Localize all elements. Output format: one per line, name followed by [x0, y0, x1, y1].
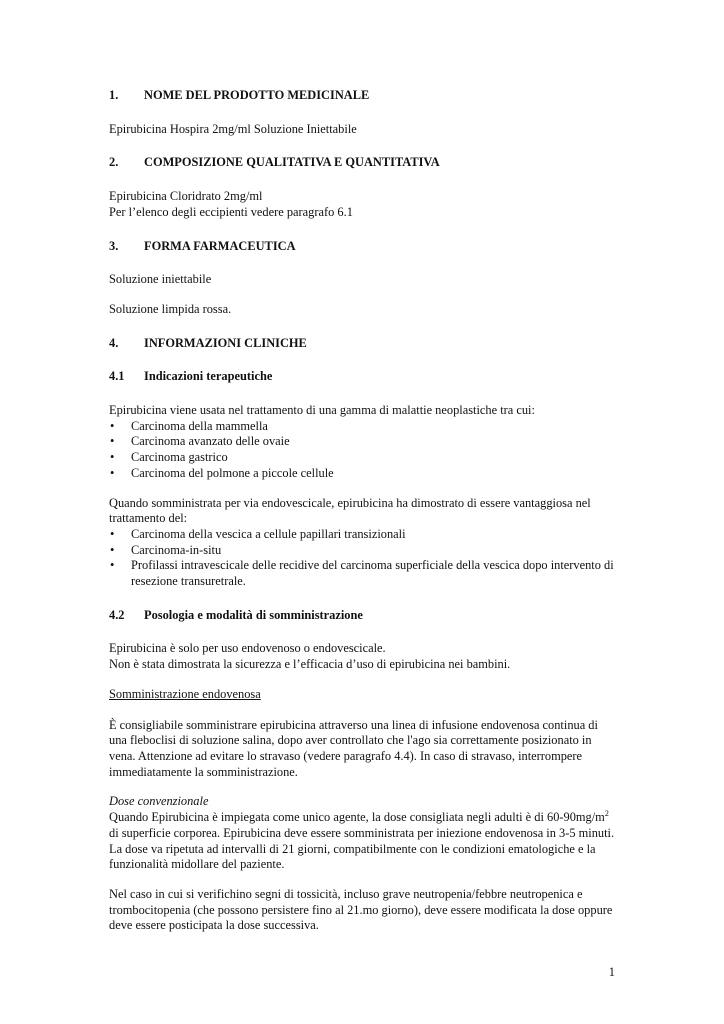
section-number: 3.	[109, 238, 119, 253]
product-name: Epirubicina Hospira 2mg/ml Soluzione Iniettabile	[109, 121, 357, 136]
section-title: Indicazioni terapeutiche	[144, 369, 273, 384]
dose-superscript: 2	[604, 808, 609, 818]
section-4-1-heading	[109, 369, 617, 385]
list-item: • Carcinoma della mammella	[109, 419, 617, 435]
section-3-heading	[109, 239, 617, 255]
section-number: 2.	[109, 155, 119, 170]
subheading-conventional-dose: Dose convenzionale	[109, 794, 209, 809]
pediatric-statement: Non è stata dimostrata la sicurezza e l’efficacia d’uso di epirubicina nei bambini.	[109, 657, 511, 672]
section-title: COMPOSIZIONE QUALITATIVA E QUANTITATIVA	[144, 155, 440, 170]
list-item: • Carcinoma-in-situ	[109, 543, 617, 559]
excipients-line: Per l’elenco degli eccipienti vedere paragrafo 6.1	[109, 204, 353, 219]
dose-text-a: Quando Epirubicina è impiegata come unico agente, la dose consigliata negli adulti è di 60-90mg/m	[109, 810, 605, 825]
section-4-heading	[109, 336, 617, 352]
intravesical-intro: Quando somministrata per via endovescicale, epirubicina ha dimostrato di essere vantaggiosa nel trattamento del:	[109, 495, 591, 526]
composition-line: Epirubicina Cloridrato 2mg/ml	[109, 189, 263, 204]
route-statement: Epirubicina è solo per uso endovenoso o endovescicale.	[109, 641, 386, 656]
list-item: • Carcinoma della vescica a cellule papillari transizionali	[109, 527, 617, 543]
section-1-heading	[109, 88, 617, 104]
section-4-2-heading	[109, 608, 617, 624]
list-item: • Carcinoma avanzato delle ovaie	[109, 434, 617, 450]
intravesical-list	[109, 527, 617, 590]
section-title: NOME DEL PRODOTTO MEDICINALE	[144, 88, 370, 102]
section-title: INFORMAZIONI CLINICHE	[144, 335, 307, 350]
list-item: • Carcinoma del polmone a piccole cellule	[109, 466, 617, 482]
section-number: 4.	[109, 335, 119, 350]
document-page	[109, 88, 617, 934]
indications-list	[109, 419, 617, 482]
section-title: Posologia e modalità di somministrazione	[144, 607, 363, 622]
toxicity-paragraph: Nel caso in cui si verifichino segni di tossicità, incluso grave neutropenia/febbre neutropenica e trombocitopenia (che possono persistere fino al 21.mo giorno), deve essere modificata la dose oppure deve essere posticipata la dose successiva.	[109, 886, 613, 933]
list-item: • Carcinoma gastrico	[109, 450, 617, 466]
list-item: • Profilassi intravescicale delle recidive del carcinoma superficiale della vescica dopo intervento di resezione transuretrale.	[109, 558, 617, 589]
pharmaceutical-form: Soluzione iniettabile	[109, 272, 212, 287]
section-number: 1.	[109, 88, 119, 102]
dose-text-b: di superficie corporea. Epirubicina deve essere somministrata per iniezione endovenosa in 3-5 minuti. La dose va ripetuta ad intervalli di 21 giorni, compatibilmente con le condizioni ematologiche e la funzionalità midollare del paziente.	[109, 825, 615, 872]
subheading-intravenous: Somministrazione endovenosa	[109, 686, 261, 701]
section-2-heading	[109, 155, 617, 171]
appearance-description: Soluzione limpida rossa.	[109, 301, 232, 316]
indications-intro: Epirubicina viene usata nel trattamento di una gamma di malattie neoplastiche tra cui:	[109, 403, 535, 418]
intravenous-paragraph: È consigliabile somministrare epirubicina attraverso una linea di infusione endovenosa continua di una fleboclisi di soluzione salina, dopo aver controllato che l'ago sia correttamente posizionato in vena. Attenzione ad evitare lo stravaso (vedere paragrafo 4.4). In caso di stravaso, interrompere immediatamente la somministrazione.	[109, 717, 598, 779]
conventional-dose-paragraph	[109, 810, 617, 873]
section-number: 4.2	[109, 607, 125, 622]
section-title: FORMA FARMACEUTICA	[144, 238, 296, 253]
page-number: 1	[608, 965, 615, 979]
section-number: 4.1	[109, 369, 125, 384]
